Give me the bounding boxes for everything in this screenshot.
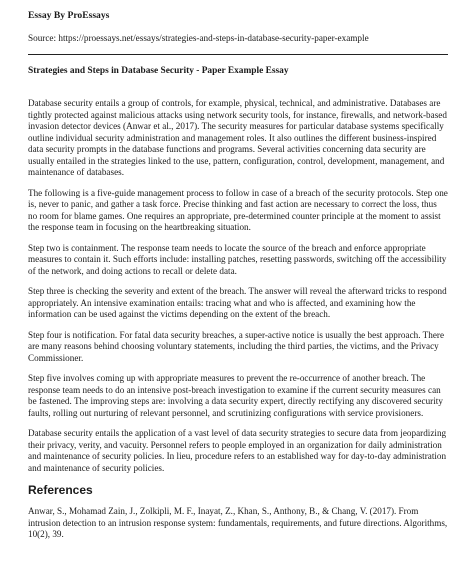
document-page bbox=[28, 10, 448, 541]
paragraph: Step four is notification. For fatal data security breaches, a super-active notice is usually the best approach. There are many reasons behind choosing voluntary statements, including the third parties, the victims, and the Privacy Commissioner. bbox=[28, 329, 445, 363]
brand-header: Essay By ProEssays bbox=[28, 10, 110, 21]
paragraph: Step five involves coming up with appropriate measures to prevent the re-occurrence of another breach. The response team needs to do an intensive post-breach investigation to examine if the current security measures can be fastened. The improving steps are: involving a data security expert, directly rectifying any discovered security faults, rolling out nurturing of relevant personnel, and scrutinizing configurations with service provisioners. bbox=[28, 373, 443, 418]
essay-title: Strategies and Steps in Database Security - Paper Example Essay bbox=[28, 66, 289, 76]
paragraph: Database security entails a group of controls, for example, physical, technical, and administrative. Databases are tightly protected against malicious attacks using network security tools, for instance, firewalls, and network-based invasion detector devices (Anwar et al., 2017). The security measures for particular database systems specifically outline individual security administration and management roles. It also outlines the different business-inspired data security prompts in the database functions and programs. Several activities concerning data security are usually entailed in the strategies linked to the use, pattern, configuration, control, development, management, and maintenance of databases. bbox=[28, 98, 447, 177]
header-divider bbox=[28, 54, 448, 55]
source-line: Source: https://proessays.net/essays/strategies-and-steps-in-database-security-paper-example bbox=[28, 33, 369, 43]
paragraph: The following is a five-guide management process to follow in case of a breach of the security protocols. Step one is, never to panic, and gather a task force. Precise thinking and fast action are necessary to correct the loss, thus no room for blame games. One requires an appropriate, pre-determined counter principle at the moment to assist the response team in focusing on the heartbreaking situation. bbox=[28, 187, 448, 232]
paragraph: Database security entails the application of a vast level of data security strategies to secure data from jeopardizing their privacy, verity, and vacuity. Personnel refers to people employed in an organization for daily administration and maintenance of security policies. In lieu, procedure refers to an established way for day-to-day administration and maintenance of security policies. bbox=[28, 428, 447, 473]
reference-entry: Anwar, S., Mohamad Zain, J., Zolkipli, M. F., Inayat, Z., Khan, S., Anthony, B., & Chang, V. (2017). From intrusion detection to an intrusion response system: fundamentals, requirements, and future directions. Algorithms, 10(2), 39. bbox=[28, 506, 448, 539]
paragraph: Step two is containment. The response team needs to locate the source of the breach and enforce appropriate measures to contain it. Such efforts include: installing patches, resetting passwords, switching off the accessibility of the network, and doing actions to recall or delete data. bbox=[28, 242, 447, 276]
references-heading: References bbox=[28, 483, 93, 497]
paragraph: Step three is checking the severity and extent of the breach. The answer will reveal the afterward tricks to respond appropriately. An intensive examination entails: tracing what and who is affected, and examining how the information can be used against the victims depending on the extent of the breach. bbox=[28, 286, 447, 319]
